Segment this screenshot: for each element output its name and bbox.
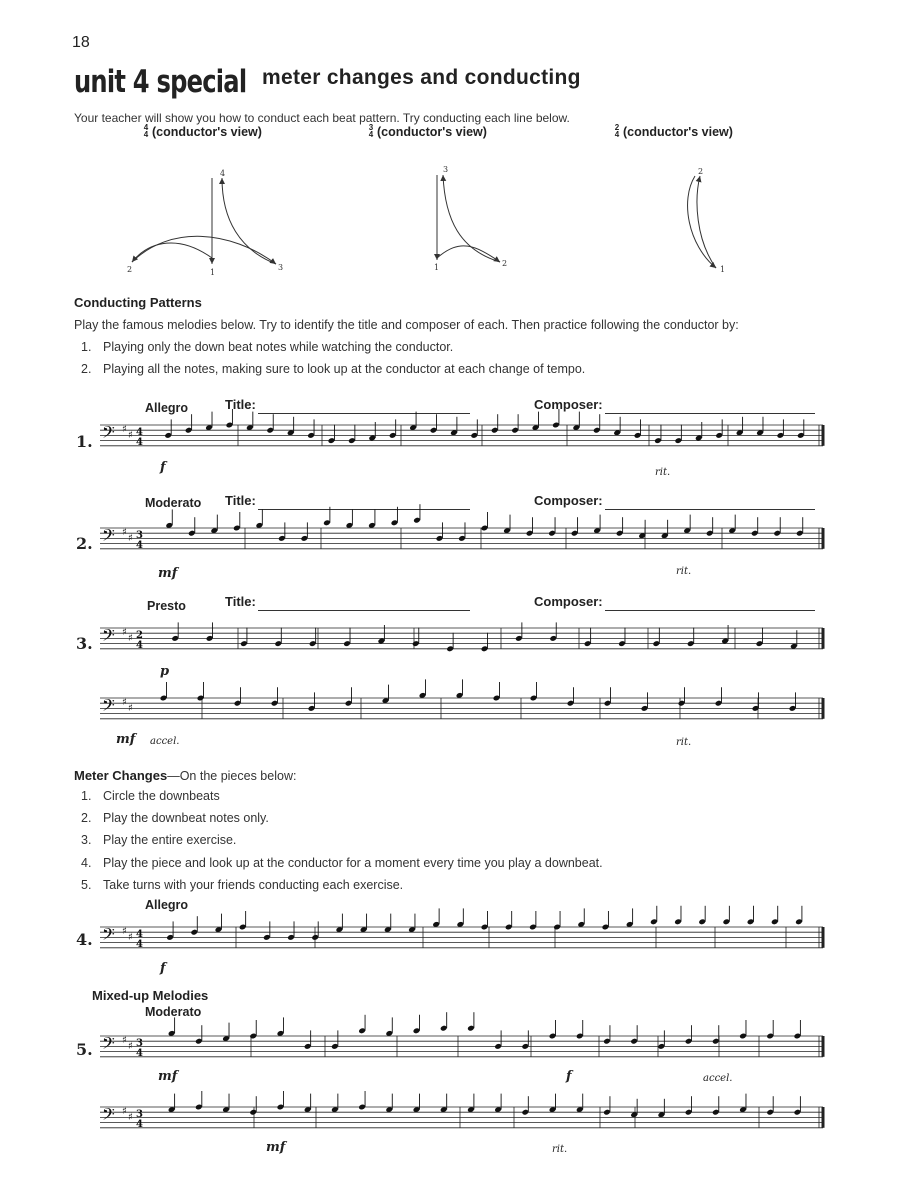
title-field: Title: (225, 593, 470, 611)
beat-label: 2 (127, 265, 133, 274)
exercise-number: 4. (76, 930, 93, 949)
dynamic-marking: mf (116, 732, 136, 747)
beat-label: 2 (502, 259, 508, 268)
time-signature: 4 4 (143, 123, 149, 139)
tempo-marking: Moderato (145, 1005, 202, 1019)
list-item: 1. Playing only the down beat notes while watching the conductor. (81, 340, 454, 354)
title-field: Title: (225, 492, 470, 510)
expression-marking: rit. (676, 737, 692, 748)
bass-clef: 𝄢 (102, 695, 115, 719)
expression-marking: rit. (676, 566, 692, 577)
beat-label: 2 (698, 167, 704, 176)
conductor-view-2-4: 2 4 (conductor's view) (614, 123, 733, 139)
dynamic-marking: f (160, 961, 166, 976)
list-item: 2. Playing all the notes, making sure to look up at the conductor at each change of tempo. (81, 362, 586, 376)
conducting-patterns-heading: Conducting Patterns (74, 295, 202, 310)
expression-marking: rit. (655, 467, 671, 478)
sharp-icon: ♯ (128, 932, 133, 943)
beat-label: 3 (443, 165, 449, 174)
dynamic-marking: f (160, 460, 166, 475)
list-item: 5. Take turns with your friends conducting each exercise. (81, 878, 404, 892)
list-item: 3. Play the entire exercise. (81, 833, 237, 847)
beat-label: 1 (210, 268, 216, 277)
bass-clef: 𝄢 (102, 924, 115, 948)
time-signature: 2 4 (614, 123, 620, 139)
bass-clef: 𝄢 (102, 1033, 115, 1057)
time-signature-top: 3 (136, 530, 143, 541)
composer-field: Composer: (534, 492, 815, 510)
beat-label: 1 (720, 265, 726, 274)
bass-clef: 𝄢 (102, 525, 115, 549)
sharp-icon: ♯ (122, 424, 127, 435)
exercise-number: 3. (76, 634, 93, 653)
sharp-icon: ♯ (122, 926, 127, 937)
expression-marking: accel. (703, 1073, 733, 1084)
meter-changes-heading: Meter Changes—On the pieces below: (74, 768, 297, 783)
list-item: 1. Circle the downbeats (81, 789, 220, 803)
exercise-number: 1. (76, 432, 93, 451)
time-signature-bottom: 4 (136, 1048, 143, 1059)
sharp-icon: ♯ (128, 633, 133, 644)
mixed-up-heading: Mixed-up Melodies (92, 988, 209, 1003)
dynamic-marking: f (566, 1069, 572, 1084)
composer-field: Composer: (534, 396, 815, 414)
unit-title: unit 4 special (74, 64, 247, 100)
exercise-number: 2. (76, 534, 93, 553)
sharp-icon: ♯ (122, 1035, 127, 1046)
sharp-icon: ♯ (122, 697, 127, 708)
page-number: 18 (72, 34, 90, 51)
bass-clef: 𝄢 (102, 1104, 115, 1128)
tempo-marking: Presto (147, 599, 186, 613)
time-signature-top: 4 (136, 427, 143, 438)
time-signature-top: 3 (136, 1109, 143, 1120)
time-signature-bottom: 4 (136, 540, 143, 551)
bass-clef: 𝄢 (102, 625, 115, 649)
tempo-marking: Allegro (145, 898, 189, 912)
dynamic-marking: mf (158, 1069, 178, 1084)
page-title: meter changes and conducting (262, 66, 581, 89)
expression-marking: accel. (150, 736, 180, 747)
tempo-marking: Allegro (145, 401, 189, 415)
time-signature-top: 4 (136, 929, 143, 940)
time-signature: 3 4 (368, 123, 374, 139)
exercise-number: 5. (76, 1040, 93, 1059)
tempo-marking: Moderato (145, 496, 202, 510)
bass-clef: 𝄢 (102, 422, 115, 446)
sharp-icon: ♯ (122, 627, 127, 638)
composer-field: Composer: (534, 593, 815, 611)
intro-text: Your teacher will show you how to conduct each beat pattern. Try conducting each line below. (74, 111, 570, 125)
list-item: 4. Play the piece and look up at the conductor for a moment every time you play a downbeat. (81, 856, 603, 870)
sharp-icon: ♯ (128, 1112, 133, 1123)
sharp-icon: ♯ (128, 533, 133, 544)
dynamic-marking: mf (266, 1140, 286, 1155)
conducting-instructions: Play the famous melodies below. Try to identify the title and composer of each. Then practice following the conductor by: (74, 318, 739, 332)
title-field: Title: (225, 396, 470, 414)
conductor-view-3-4: 3 4 (conductor's view) (368, 123, 487, 139)
sharp-icon: ♯ (128, 430, 133, 441)
time-signature-top: 2 (136, 630, 143, 641)
dynamic-marking: mf (158, 566, 178, 581)
time-signature-bottom: 4 (136, 640, 143, 651)
sharp-icon: ♯ (122, 527, 127, 538)
list-item: 2. Play the downbeat notes only. (81, 811, 269, 825)
sharp-icon: ♯ (122, 1106, 127, 1117)
time-signature-bottom: 4 (136, 437, 143, 448)
dynamic-marking: p (160, 664, 170, 679)
time-signature-bottom: 4 (136, 939, 143, 950)
beat-label: 1 (434, 263, 440, 272)
conductor-view-4-4: 4 4 (conductor's view) (143, 123, 262, 139)
beat-label: 4 (220, 169, 226, 178)
sharp-icon: ♯ (128, 1041, 133, 1052)
beat-label: 3 (278, 263, 284, 272)
sharp-icon: ♯ (128, 703, 133, 714)
expression-marking: rit. (552, 1144, 568, 1155)
time-signature-top: 3 (136, 1038, 143, 1049)
time-signature-bottom: 4 (136, 1119, 143, 1130)
